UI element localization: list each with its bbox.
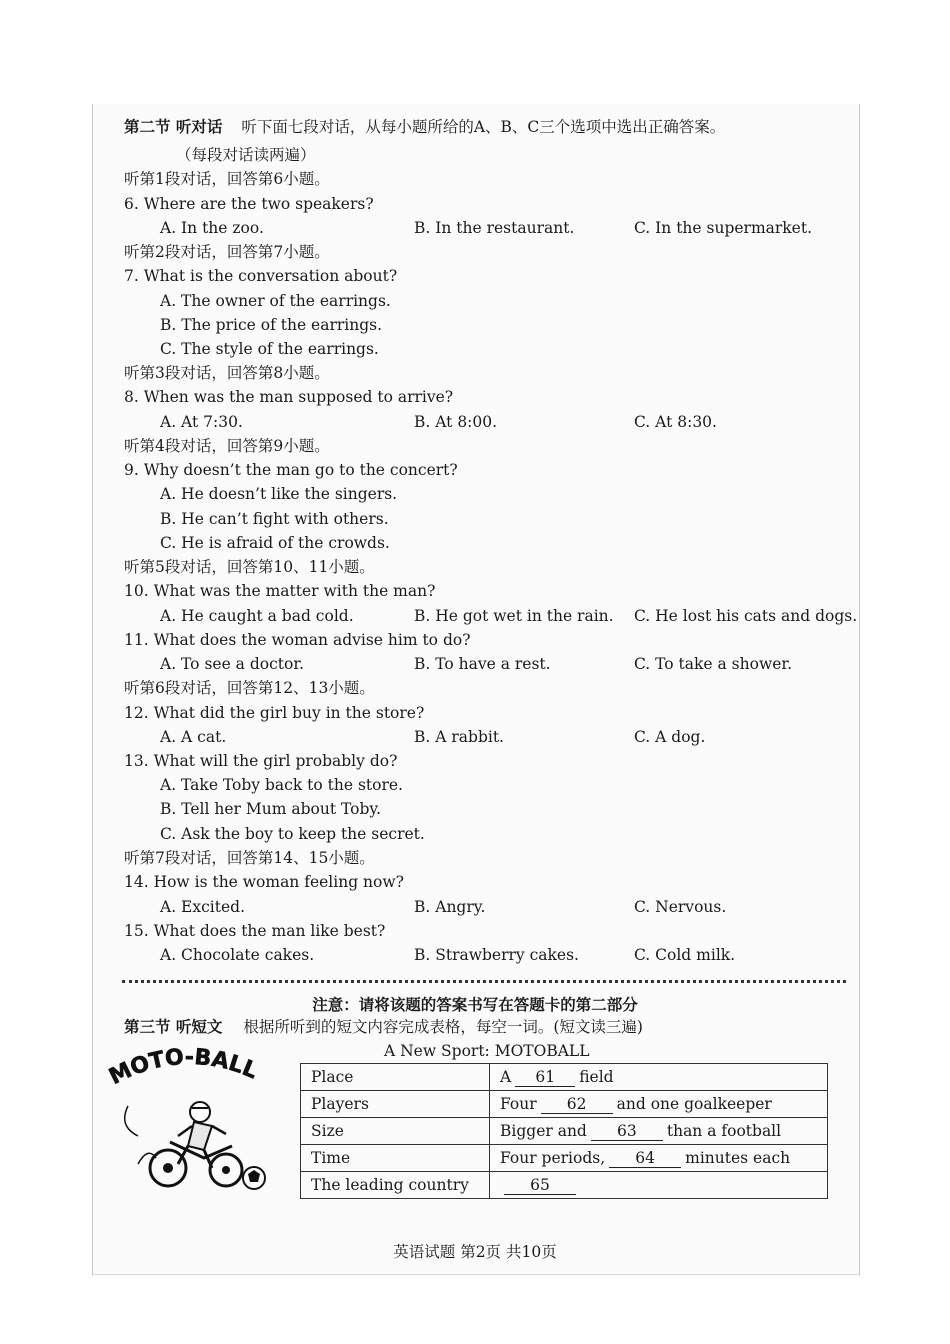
table-title: A New Sport: MOTOBALL bbox=[384, 1042, 590, 1060]
section2-note: （每段对话读两遍） bbox=[176, 146, 316, 164]
row-label: Players bbox=[301, 1091, 490, 1118]
dotted-divider bbox=[122, 980, 846, 983]
option-b: B. He got wet in the rain. bbox=[414, 607, 614, 625]
section3-header bbox=[124, 1017, 643, 1037]
text-after-blank: minutes each bbox=[685, 1148, 791, 1167]
option-c: C. Ask the boy to keep the secret. bbox=[160, 825, 425, 843]
section2-instruction: 听下面七段对话，从每小题所给的A、B、C三个选项中选出正确答案。 bbox=[241, 118, 726, 136]
option-b: B. Angry. bbox=[414, 898, 486, 916]
section3-title: 第三节 听短文 bbox=[124, 1017, 223, 1036]
question-stem: 14. How is the woman feeling now? bbox=[124, 873, 404, 891]
text-before-blank: Four bbox=[500, 1094, 537, 1113]
motoball-logo-image bbox=[108, 1046, 278, 1196]
question-stem: 11. What does the woman advise him to do? bbox=[124, 631, 471, 649]
dialog-intro: 听第4段对话，回答第9小题。 bbox=[124, 437, 330, 455]
text-before-blank: A bbox=[500, 1067, 512, 1086]
row-value bbox=[490, 1118, 828, 1145]
dialog-intro: 听第7段对话，回答第14、15小题。 bbox=[124, 849, 375, 867]
option-c: C. A dog. bbox=[634, 728, 706, 746]
dialog-intro: 听第2段对话，回答第7小题。 bbox=[124, 243, 330, 261]
question-stem: 12. What did the girl buy in the store? bbox=[124, 704, 425, 722]
row-label: Time bbox=[301, 1145, 490, 1172]
dialog-intro: 听第5段对话，回答第10、11小题。 bbox=[124, 558, 375, 576]
question-stem: 13. What will the girl probably do? bbox=[124, 752, 398, 770]
option-b: B. A rabbit. bbox=[414, 728, 504, 746]
table-row bbox=[301, 1091, 828, 1118]
text-before-blank: Bigger and bbox=[500, 1121, 587, 1140]
section2-header bbox=[124, 117, 725, 137]
option-c: C. Cold milk. bbox=[634, 946, 736, 964]
table-row bbox=[301, 1064, 828, 1091]
question-stem: 15. What does the man like best? bbox=[124, 922, 386, 940]
question-stem: 6. Where are the two speakers? bbox=[124, 195, 374, 213]
option-b: B. To have a rest. bbox=[414, 655, 551, 673]
option-a: A. A cat. bbox=[160, 728, 227, 746]
option-a: A. In the zoo. bbox=[160, 219, 264, 237]
option-c: C. In the supermarket. bbox=[634, 219, 813, 237]
answer-blank-61: 61 bbox=[515, 1068, 575, 1087]
section2-title: 第二节 听对话 bbox=[124, 117, 223, 136]
svg-text:MOTO-BALL: MOTO-BALL bbox=[108, 1046, 261, 1091]
page-footer: 英语试题 第2页 共10页 bbox=[393, 1243, 557, 1261]
option-a: A. The owner of the earrings. bbox=[160, 292, 391, 310]
text-after-blank: than a football bbox=[666, 1121, 782, 1140]
answer-blank-63: 63 bbox=[591, 1122, 663, 1141]
answer-blank-62: 62 bbox=[541, 1095, 613, 1114]
option-c: C. He lost his cats and dogs. bbox=[634, 607, 858, 625]
row-value bbox=[490, 1091, 828, 1118]
row-value bbox=[490, 1145, 828, 1172]
option-a: A. Chocolate cakes. bbox=[160, 946, 315, 964]
option-a: A. To see a doctor. bbox=[160, 655, 304, 673]
motoball-illustration bbox=[108, 1046, 278, 1196]
option-c: C. Nervous. bbox=[634, 898, 727, 916]
option-b: B. At 8:00. bbox=[414, 413, 498, 431]
table-row bbox=[301, 1145, 828, 1172]
table-row bbox=[301, 1172, 828, 1199]
option-a: A. He caught a bad cold. bbox=[160, 607, 354, 625]
row-label: Size bbox=[301, 1118, 490, 1145]
option-a: A. He doesn’t like the singers. bbox=[160, 485, 398, 503]
option-a: A. At 7:30. bbox=[160, 413, 243, 431]
row-label: The leading country bbox=[301, 1172, 490, 1199]
row-value bbox=[490, 1172, 828, 1199]
row-value bbox=[490, 1064, 828, 1091]
option-c: C. To take a shower. bbox=[634, 655, 793, 673]
option-b: B. The price of the earrings. bbox=[160, 316, 383, 334]
option-c: C. At 8:30. bbox=[634, 413, 717, 431]
option-b: B. Strawberry cakes. bbox=[414, 946, 579, 964]
text-before-blank: Four periods, bbox=[500, 1148, 606, 1167]
question-stem: 10. What was the matter with the man? bbox=[124, 582, 436, 600]
dialog-intro: 听第3段对话，回答第8小题。 bbox=[124, 364, 330, 382]
question-stem: 7. What is the conversation about? bbox=[124, 267, 398, 285]
row-label: Place bbox=[301, 1064, 490, 1091]
question-stem: 9. Why doesn’t the man go to the concert? bbox=[124, 461, 458, 479]
option-a: A. Excited. bbox=[160, 898, 245, 916]
option-b: B. In the restaurant. bbox=[414, 219, 575, 237]
answer-sheet-notice: 注意：请将该题的答案书写在答题卡的第二部分 bbox=[312, 995, 638, 1014]
dialog-intro: 听第6段对话，回答第12、13小题。 bbox=[124, 679, 375, 697]
text-after-blank: field bbox=[579, 1067, 614, 1086]
text-after-blank: and one goalkeeper bbox=[616, 1094, 772, 1113]
dialog-intro: 听第1段对话，回答第6小题。 bbox=[124, 170, 330, 188]
option-c: C. The style of the earrings. bbox=[160, 340, 379, 358]
table-row bbox=[301, 1118, 828, 1145]
section3-instruction: 根据所听到的短文内容完成表格，每空一词。(短文读三遍) bbox=[243, 1018, 643, 1036]
answer-blank-64: 64 bbox=[609, 1149, 681, 1168]
option-c: C. He is afraid of the crowds. bbox=[160, 534, 390, 552]
option-b: B. Tell her Mum about Toby. bbox=[160, 800, 382, 818]
answer-blank-65: 65 bbox=[504, 1176, 576, 1195]
option-b: B. He can’t fight with others. bbox=[160, 510, 389, 528]
motoball-table bbox=[300, 1063, 828, 1199]
option-a: A. Take Toby back to the store. bbox=[160, 776, 403, 794]
question-stem: 8. When was the man supposed to arrive? bbox=[124, 388, 454, 406]
